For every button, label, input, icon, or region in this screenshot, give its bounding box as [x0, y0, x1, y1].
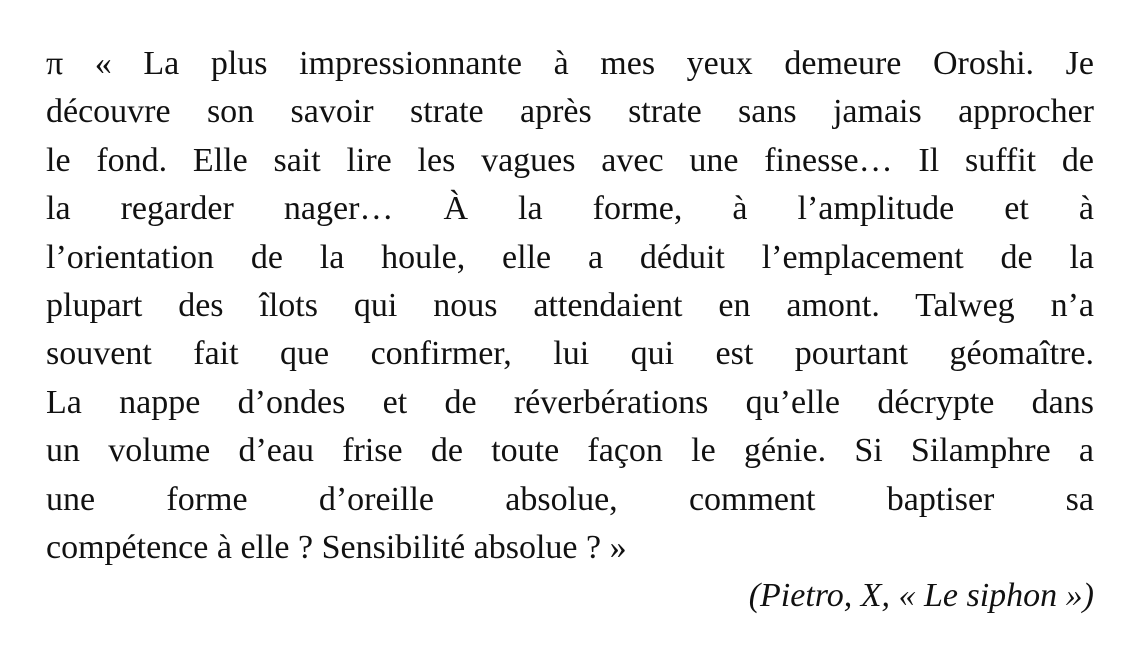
quote-paragraph	[46, 40, 1094, 572]
quote-line-5: l’orientation de la houle, elle a déduit l’emplacement de la	[46, 238, 1094, 276]
quote-line-9: un volume d’eau frise de toute façon le génie. Si Silamphre a	[46, 432, 1094, 470]
quote-line-7: souvent fait que confirmer, lui qui est pourtant géomaître.	[46, 335, 1094, 373]
quote-line-1: π « La plus impressionnante à mes yeux demeure Oroshi. Je	[46, 45, 1094, 82]
quote-line-11: compétence à elle ? Sensibilité absolue ? »	[46, 529, 627, 567]
quote-attribution: (Pietro, X, « Le siphon »)	[748, 577, 1094, 615]
quote-line-6: plupart des îlots qui nous attendaient en amont. Talweg n’a	[46, 287, 1094, 325]
quote-line-8: La nappe d’ondes et de réverbérations qu’elle décrypte dans	[46, 383, 1094, 421]
quote-line-2: découvre son savoir strate après strate sans jamais approcher	[46, 93, 1094, 131]
quote-line-3: le fond. Elle sait lire les vagues avec une finesse… Il suffit de	[46, 141, 1094, 179]
quote-line-10: une forme d’oreille absolue, comment baptiser sa	[46, 480, 1094, 518]
document-page	[46, 40, 1094, 621]
quote-line-4: la regarder nager… À la forme, à l’amplitude et à	[46, 190, 1094, 228]
